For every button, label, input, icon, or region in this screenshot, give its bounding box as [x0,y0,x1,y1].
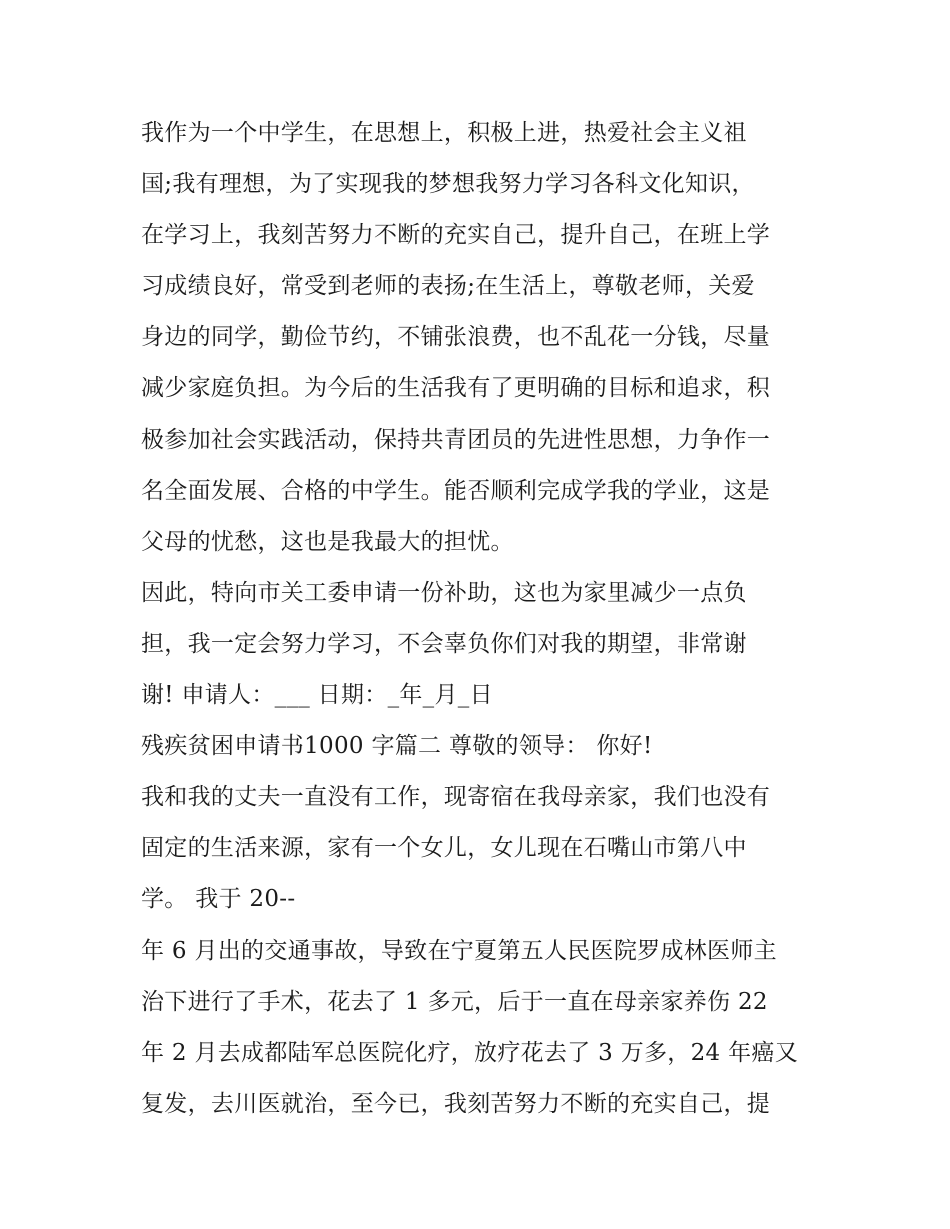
text-line: 身边的同学，勤俭节约，不铺张浪费，也不乱花一分钱，尽量 [141,324,771,351]
text-line: 我和我的丈夫一直没有工作，现寄宿在我母亲家，我们也没有 [141,784,771,811]
text-line: 名全面发展、合格的中学生。能否顺利完成学我的学业，这是 [141,477,771,504]
text-line: 我作为一个中学生，在思想上，积极上进，热爱社会主义祖 [141,120,747,146]
text-line: 父母的忧愁，这也是我最大的担忧。 [141,528,514,555]
text-line: 年 2 月去成都陆军总医院化疗，放疗花去了 3 万多，24 年癌又 [141,1039,798,1066]
text-line: 学。 我于 20-- [141,886,296,913]
text-line: 减少家庭负担。为今后的生活我有了更明确的目标和追求，积 [141,375,771,402]
text-line: 极参加社会实践活动，保持共青团员的先进性思想，力争作一 [141,426,771,453]
text-line: 习成绩良好，常受到老师的表扬;在生活上，尊敬老师，关爱 [141,273,755,300]
text-line: 在学习上，我刻苦努力不断的充实自己，提升自己，在班上学 [141,222,771,249]
section-heading: 残疾贫困申请书1000 字篇二 尊敬的领导： 你好! [141,733,653,760]
body-text [141,108,821,1130]
text-line: 年 6 月出的交通事故，导致在宁夏第五人民医院罗成林医师主 [141,937,777,964]
text-line: 固定的生活来源，家有一个女儿，女儿现在石嘴山市第八中 [141,835,747,862]
signature-line: 谢! 申请人：___ 日期：_年_月_日 [141,682,493,709]
text-line: 因此，特向市关工委申请一份补助，这也为家里减少一点负 [141,579,747,606]
text-line: 治下进行了手术，花去了 1 多元，后于一直在母亲家养伤 22 [141,988,768,1015]
text-line: 国;我有理想，为了实现我的梦想我努力学习各科文化知识， [141,171,755,198]
text-line: 复发，去川医就治，至今已，我刻苦努力不断的充实自己，提 [141,1090,771,1117]
text-line: 担，我一定会努力学习，不会辜负你们对我的期望，非常谢 [141,630,747,657]
